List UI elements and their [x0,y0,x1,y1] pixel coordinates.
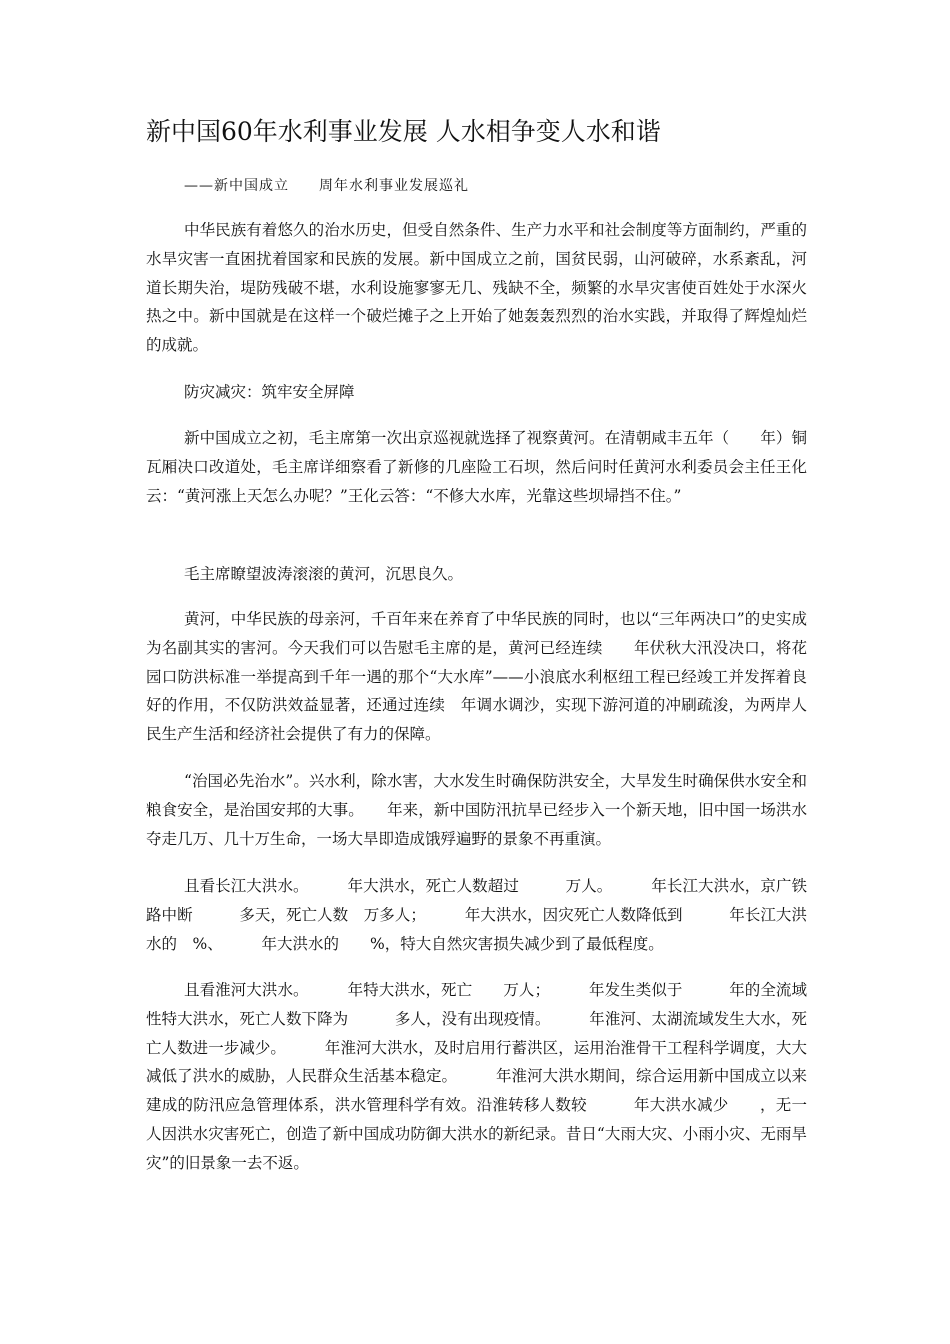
paragraph-yangtze-flood: 且看长江大洪水。 年大洪水，死亡人数超过 万人。 年长江大洪水，京广铁路中断 多天，死亡人数 万多人； 年大洪水，因灾死亡人数降低到 年长江大洪水的 %、 年大洪水的 %，特大自然灾害损失减少到了最低程度。 [146,877,807,953]
paragraph-huai-flood: 且看淮河大洪水。 年特大洪水，死亡 万人； 年发生类似于 年的全流域性特大洪水，死亡人数下降为 多人，没有出现疫情。 年淮河、太湖流域发生大水，死亡人数进一步减少。 年淮河大洪水，及时启用行蓄洪区，运用治淮骨干工程科学调度，大大减低了洪水的威胁，人民群众生活基本稳定。 年淮河大洪水期间，综合运用新中国成立以来建成的防汛应急管理体系，洪水管理科学有效。沿淮转移人数较 年大洪水减少 ，无一人因洪水灾害死亡，创造了新中国成功防御大洪水的新纪录。昔日“大雨大灾、小雨小灾、无雨旱灾”的旧景象一去不返。 [146,981,807,1172]
paragraph-intro: 中华民族有着悠久的治水历史，但受自然条件、生产力水平和社会制度等方面制约，严重的水旱灾害一直困扰着国家和民族的发展。新中国成立之前，国贫民弱，山河破碎，水系紊乱，河道长期失治，堤防残破不堪，水利设施寥寥无几、残缺不全，频繁的水旱灾害使百姓处于水深火热之中。新中国就是在这样一个破烂摊子之上开始了她轰轰烈烈的治水实践，并取得了辉煌灿烂的成就。 [146,221,807,355]
document-subtitle: ——新中国成立 周年水利事业发展巡礼 [184,178,469,194]
paragraph-mao-inspection: 新中国成立之初，毛主席第一次出京巡视就选择了视察黄河。在清朝咸丰五年（ 年）铜瓦厢决口改道处，毛主席详细察看了新修的几座险工石坝，然后问时任黄河水利委员会主任王化云：“黄河涨上天怎么办呢？”王化云答：“不修大水库，光靠这些坝埽挡不住。” [146,429,807,505]
paragraph-mao-gazing: 毛主席瞭望波涛滚滚的黄河，沉思良久。 [184,565,464,583]
section-heading-disaster-prevention: 防灾减灾：筑牢安全屏障 [184,383,355,401]
document-title: 新中国60年水利事业发展 人水相争变人水和谐 [146,117,661,146]
paragraph-yellow-river: 黄河，中华民族的母亲河，千百年来在养育了中华民族的同时，也以“三年两决口”的史实成为名副其实的害河。今天我们可以告慰毛主席的是，黄河已经连续 年伏秋大汛没决口，将花园口防洪标准一举提高到千年一遇的那个“大水库”——小浪底水利枢纽工程已经竣工并发挥着良好的作用，不仅防洪效益显著，还通过连续 年调水调沙，实现下游河道的冲刷疏浚，为两岸人民生产生活和经济社会提供了有力的保障。 [146,610,807,744]
paragraph-govern-water: “治国必先治水”。兴水利，除水害，大水发生时确保防洪安全，大旱发生时确保供水安全和粮食安全，是治国安邦的大事。 年来，新中国防汛抗旱已经步入一个新天地，旧中国一场洪水夺走几万、几十万生命，一场大旱即造成饿殍遍野的景象不再重演。 [146,772,807,848]
